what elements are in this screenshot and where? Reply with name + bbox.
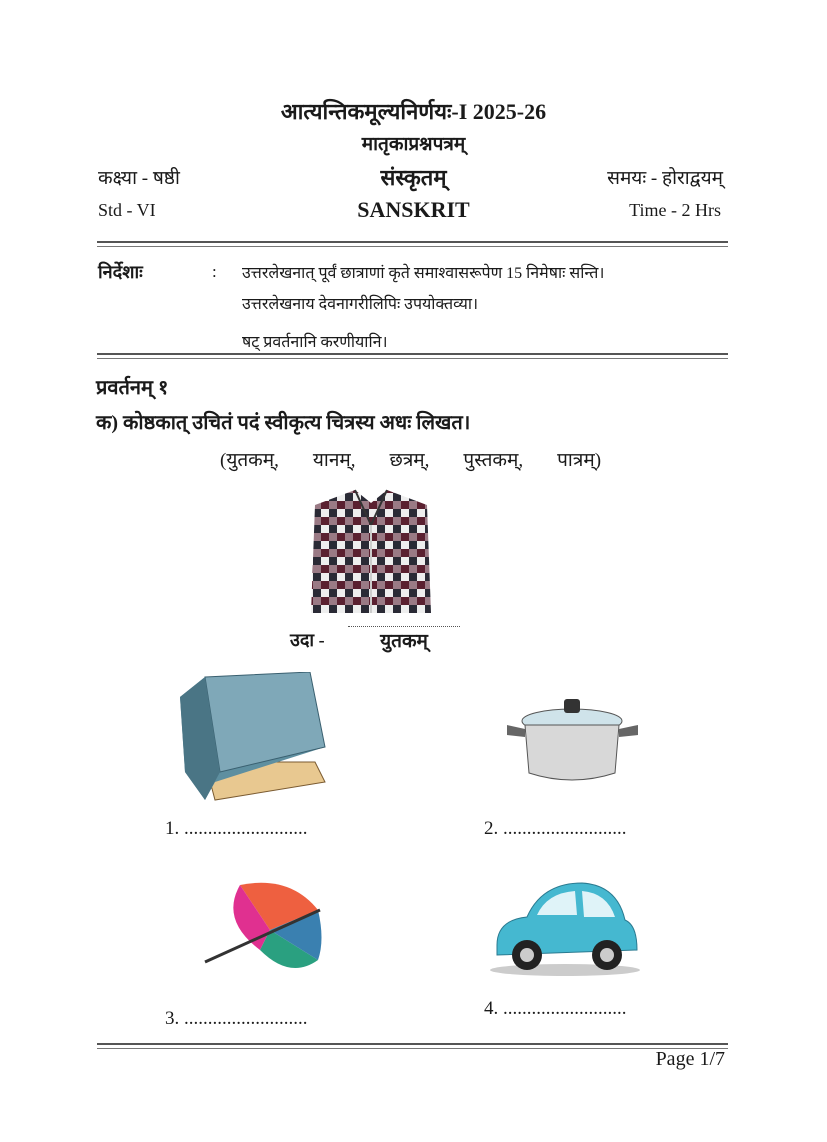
page-number: Page 1/7	[655, 1048, 725, 1070]
option: पुस्तकम्,	[463, 450, 524, 471]
footer-divider	[97, 1048, 728, 1049]
word-options	[220, 446, 601, 472]
question-part: क) कोष्ठकात् उचितं पदं स्वीकृत्य चित्रस्य अधः लिखत।	[96, 412, 471, 434]
option: (युतकम्,	[220, 450, 279, 471]
answer-blank-2[interactable]: 2. ..........................	[484, 818, 627, 839]
footer-divider	[97, 1043, 728, 1045]
option: यानम्,	[312, 450, 356, 471]
std-label: Std - VI	[98, 200, 156, 220]
answer-blank-3[interactable]: 3. ..........................	[165, 1008, 308, 1029]
instruction-line: उत्तरलेखनाय देवनागरीलिपिः उपयोक्तव्या।	[242, 296, 479, 313]
instructions-label: निर्देशाः	[98, 262, 143, 282]
subject-sanskrit: संस्कृतम्	[380, 165, 447, 190]
example-label: उदा -	[290, 630, 325, 650]
book-image	[175, 672, 330, 807]
divider	[97, 353, 728, 355]
instructions-colon: :	[212, 262, 217, 281]
answer-blank-1[interactable]: 1. ..........................	[165, 818, 308, 839]
exam-title: आत्यन्तिकमूल्यनिर्णयः-I 2025-26	[280, 99, 547, 124]
class-label: कक्ष्या - षष्ठी	[98, 168, 180, 189]
divider	[97, 241, 728, 243]
question-heading: प्रवर्तनम् १	[96, 377, 169, 399]
option: छत्रम्,	[389, 450, 430, 471]
option: पात्रम्)	[557, 450, 602, 471]
instruction-line: उत्तरलेखनात् पूर्वं छात्राणां कृते समाश्वासरूपेण 15 निमेषाः सन्ति।	[242, 265, 605, 282]
shirt-image	[305, 485, 437, 617]
car-image	[487, 875, 642, 980]
umbrella-image	[200, 880, 325, 980]
time-english: Time - 2 Hrs	[629, 200, 721, 220]
example-answer: युतकम्	[348, 626, 460, 653]
answer-blank-4[interactable]: 4. ..........................	[484, 998, 627, 1019]
instruction-line: षट् प्रवर्तनानि करणीयानि।	[242, 334, 388, 351]
time-sanskrit: समयः - होराद्वयम्	[607, 168, 723, 189]
pot-image	[505, 695, 640, 785]
subject-english: SANSKRIT	[357, 197, 470, 222]
divider	[97, 246, 728, 247]
divider	[97, 358, 728, 359]
exam-subtitle: मातृकाप्रश्नपत्रम्	[361, 134, 466, 155]
